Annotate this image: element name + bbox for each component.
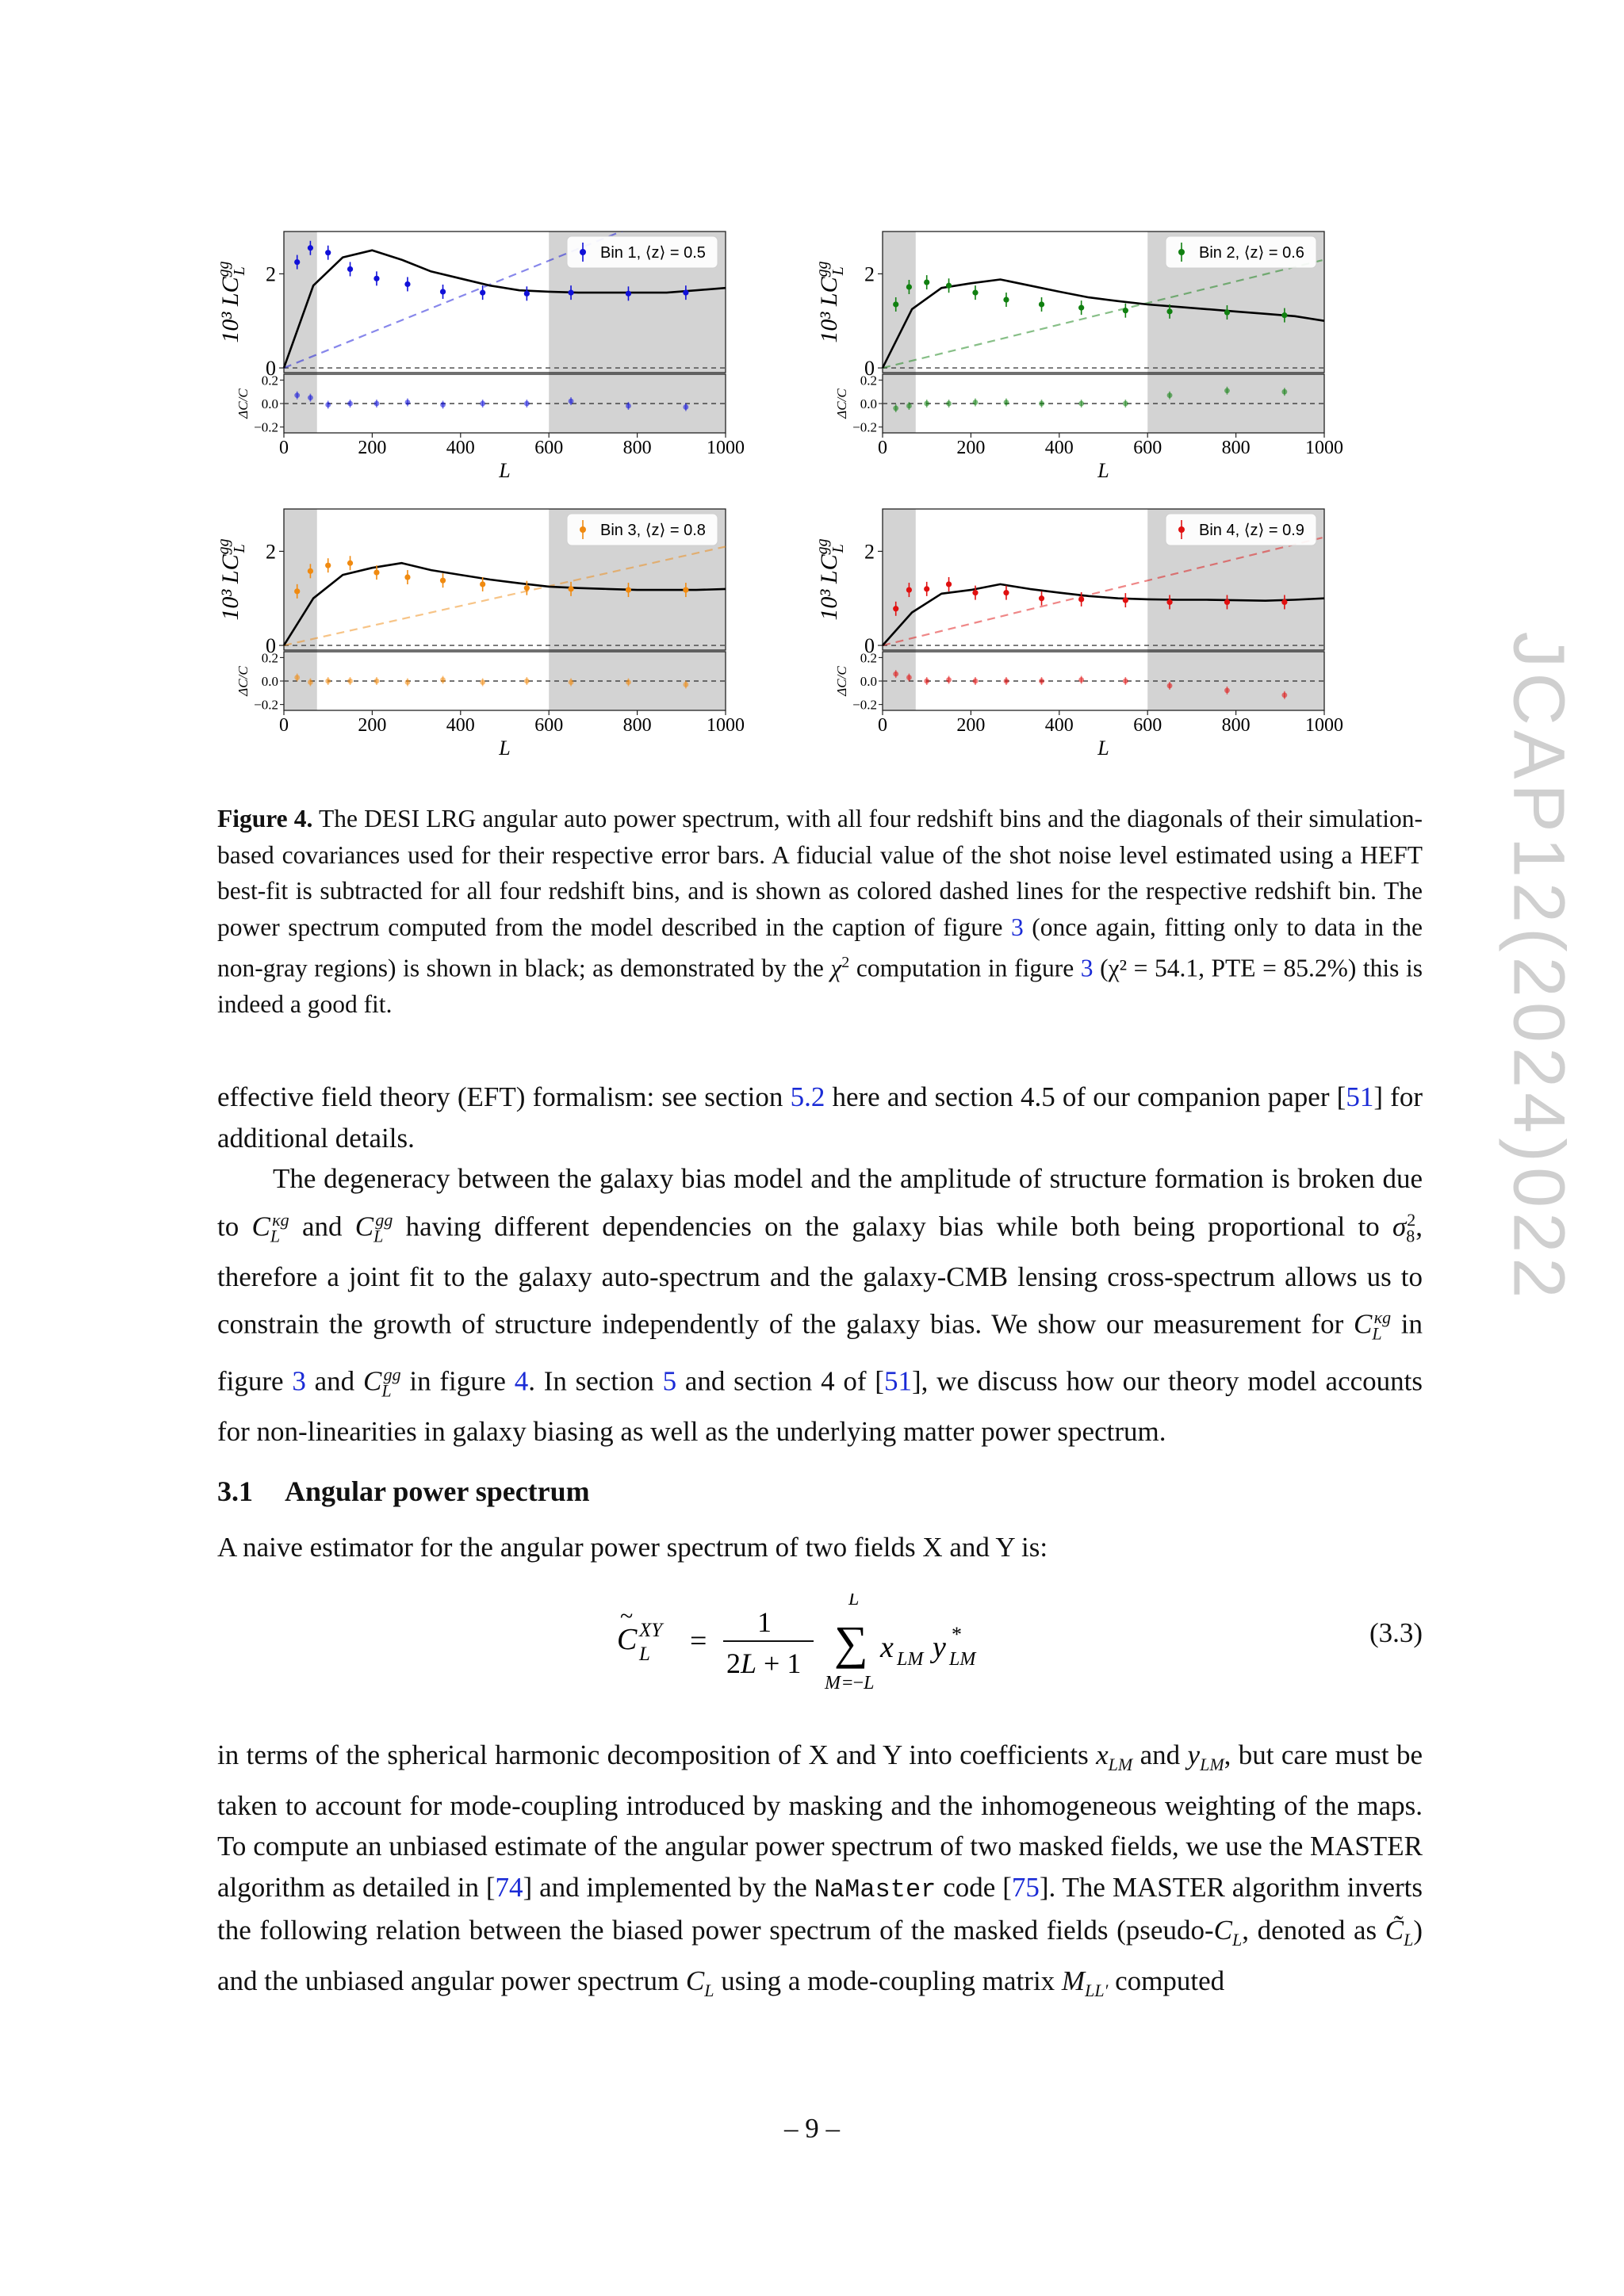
section-link-5-2[interactable]: 5.2	[790, 1081, 825, 1112]
residual-axis-label: ΔC/C	[834, 388, 849, 419]
svg-text:C: C	[617, 1623, 638, 1656]
data-point	[404, 281, 410, 287]
residual-point	[1004, 400, 1009, 405]
data-point	[1123, 598, 1128, 603]
residual-point	[524, 401, 530, 407]
gray-region-low	[883, 509, 916, 710]
data-point	[373, 570, 379, 576]
data-point	[325, 250, 331, 255]
x-tick-label: 200	[358, 715, 387, 736]
figure-4	[214, 222, 1404, 793]
data-point	[373, 276, 379, 281]
x-tick-label: 400	[446, 438, 475, 458]
x-tick-label: 0	[279, 438, 289, 458]
caption-text-2: (once again, fitting only to data in the non-gray regions) is shown in black; as demonstrated by the	[217, 913, 1423, 982]
para2-text-h: . In section	[528, 1365, 663, 1397]
residual-point	[405, 679, 411, 685]
svg-text:=−L: =−L	[842, 1673, 875, 1693]
x-tick-label: 600	[1133, 715, 1162, 736]
x-axis-label: L	[499, 737, 511, 760]
para4-text-g: , denoted as	[1242, 1915, 1385, 1946]
residual-point	[973, 679, 979, 684]
residual-y-tick-label: −0.2	[254, 697, 278, 713]
paragraph-3	[217, 1527, 1423, 1568]
data-point	[294, 259, 300, 265]
data-point	[893, 301, 898, 307]
residual-point	[308, 395, 313, 400]
residual-point	[1224, 388, 1230, 393]
panel-svg-0	[214, 222, 745, 484]
para2-text-d: , therefore a joint fit to the galaxy auto-spectrum and the galaxy-CMB lensing cross-spectrum allows us to constrain the growth of structure independently of the galaxy bias. We show our measurement for	[217, 1211, 1423, 1340]
caption-chi: χ	[830, 954, 842, 982]
data-point	[1166, 308, 1172, 314]
paragraph-4: in terms of the spherical harmonic decomposition of X and Y into coefficients $x_{LM}$ and $y_{LM}$, but care must be taken to account for mode-coupling introduced by masking and the inhomogeneous weighting of the maps. To compute an unbiased estimate of the angular power spectrum of two masked fields, we use the MASTER algorithm as detailed in [74] and implemented by the NaMaster code [75]. The MASTER algorithm inverts the following relation between the biased power spectrum of the masked fields ($pseudo-C_L$, denoted as $C̃_L$) and the unbiased angular power spectrum $C_L$ using a mode-coupling matrix $M_{LL'}$ computed	[217, 1739, 1423, 2000]
para4-text-h: ) and the unbiased angular power spectrum	[217, 1915, 1423, 1996]
residual-y-tick-label: 0.2	[860, 650, 877, 666]
section-heading	[217, 1475, 590, 1508]
caption-text-4: (χ² = 54.1, PTE = 85.2%) this is indeed a good fit.	[217, 954, 1423, 1018]
x-tick-label: 800	[622, 715, 652, 736]
data-point	[906, 284, 912, 289]
journal-stamp-text: JCAP12(2024)022	[1498, 631, 1580, 1303]
residual-point	[1004, 679, 1009, 684]
residual-y-tick-label: 0.0	[860, 674, 877, 689]
data-point	[893, 606, 898, 611]
para2-text-g: in figure	[400, 1365, 515, 1397]
data-point	[325, 563, 331, 568]
svg-text:XY: XY	[639, 1620, 663, 1641]
residual-axis-label: ΔC/C	[236, 666, 251, 696]
residual-point	[946, 401, 952, 407]
svg-text:1: 1	[757, 1606, 772, 1638]
y-axis-label-group	[814, 261, 847, 342]
svg-text:L: L	[639, 1644, 650, 1665]
y-tick-label: 2	[266, 262, 276, 286]
svg-text:=: =	[690, 1624, 707, 1658]
x-tick-label: 800	[1221, 438, 1251, 458]
data-point	[1078, 305, 1084, 311]
y-tick-label: 2	[864, 540, 875, 564]
figure-caption: Figure 4. The DESI LRG angular auto power spectrum, with all four redshift bins and the diagonals of their simulation-based covariances used for their respective error bars. A fiducial value of the shot noise level estimated using a HEFT best-fit is subtracted for all four redshift bins, and is shown as colored dashed lines for the respective redshift bin. The power spectrum computed from the model described in the caption of figure 3 (once again, fitting only to data in the non-gray regions) is shown in black; as demonstrated by the $\chi^2$ computation in figure 3 (χ² = 54.1, PTE = 85.2%) this is indeed a good fit.	[217, 805, 1423, 1018]
data-point	[308, 568, 313, 574]
residual-axis-label: ΔC/C	[834, 666, 849, 696]
para4-text-a: in terms of the spherical harmonic decomposition of X and Y into coefficients	[217, 1739, 1097, 1770]
data-point	[906, 587, 912, 592]
panel-svg-3	[813, 499, 1343, 761]
x-tick-label: 200	[358, 438, 387, 458]
residual-point	[524, 679, 530, 684]
legend-label: Bin 3, ⟨z⟩ = 0.8	[600, 522, 706, 539]
panel-bin-2	[813, 222, 1343, 484]
residual-point	[1123, 401, 1128, 407]
caption-figure-link-2[interactable]: 3	[1080, 954, 1094, 982]
x-tick-label: 0	[878, 438, 887, 458]
para2-text-j: ], we discuss how our theory model accounts for non-linearities in galaxy biasing as well as the underlying matter power spectrum.	[217, 1365, 1423, 1448]
para4-text-e: code [	[936, 1871, 1012, 1903]
data-point	[524, 585, 530, 591]
data-point	[347, 266, 353, 272]
data-point	[1003, 590, 1009, 595]
x-tick-label: 1000	[707, 438, 745, 458]
caption-text-3: computation in figure	[849, 954, 1081, 982]
para4-text-f: ]. The MASTER algorithm inverts the following relation between the biased power spectrum of the masked fields (pseudo-	[217, 1871, 1423, 1946]
svg-text:*: *	[952, 1623, 962, 1646]
y-tick-label: 0	[864, 634, 875, 658]
data-point	[972, 590, 978, 595]
data-point	[1281, 312, 1287, 318]
y-tick-label: 2	[266, 540, 276, 564]
x-tick-label: 1000	[707, 715, 745, 736]
svg-text:~: ~	[620, 1603, 634, 1629]
data-point	[404, 574, 410, 580]
x-tick-label: 0	[279, 715, 289, 736]
data-point	[1224, 309, 1230, 315]
code-namaster: NaMaster	[814, 1874, 936, 1904]
residual-point	[374, 401, 380, 407]
residual-point	[294, 675, 300, 680]
x-axis-label: L	[1097, 737, 1109, 760]
y-axis-label: 10³ $LC^{gg}L$	[215, 261, 248, 343]
residual-point	[1281, 389, 1287, 395]
residual-point	[405, 400, 411, 405]
residual-point	[440, 677, 446, 683]
data-point	[626, 587, 631, 592]
data-point	[683, 290, 688, 296]
figure-link-3[interactable]: 3	[292, 1365, 306, 1397]
residual-y-tick-label: 0.2	[261, 373, 278, 388]
residual-point	[893, 672, 898, 677]
residual-point	[626, 679, 631, 685]
data-point	[924, 586, 929, 591]
residual-axis-label: ΔC/C	[236, 388, 251, 419]
residual-point	[374, 679, 380, 684]
x-axis-label: L	[499, 459, 511, 482]
x-tick-label: 400	[1044, 715, 1074, 736]
para3-text: A naive estimator for the angular power spectrum of two fields X and Y is:	[217, 1532, 1048, 1563]
data-point	[1039, 595, 1044, 601]
x-tick-label: 200	[956, 715, 986, 736]
data-point	[1003, 297, 1009, 302]
data-point	[683, 587, 688, 592]
para2-text-a: The degeneracy between the galaxy bias model and the amplitude of structure formation is broken due to	[217, 1163, 1423, 1242]
residual-point	[1281, 692, 1287, 698]
x-tick-label: 1000	[1305, 438, 1343, 458]
journal-stamp	[1491, 618, 1586, 1316]
para1-text-b: here and section 4.5 of our companion paper [	[825, 1081, 1346, 1112]
data-point	[294, 588, 300, 594]
citation-link-51b[interactable]: 51	[883, 1365, 912, 1397]
data-point	[1166, 599, 1172, 605]
para2-text-i: and section 4 of [	[676, 1365, 884, 1397]
para4-text-c: , but care must be taken to account for mode-coupling introduced by masking and the inhomogeneous weighting of the maps. To compute an unbiased estimate of the angular power spectrum of two masked fields, we use the MASTER algorithm as detailed in [	[217, 1739, 1423, 1903]
y-axis-label: 10³ $LC^{gg}L$	[215, 538, 248, 621]
citation-link-74[interactable]: 74	[495, 1871, 523, 1903]
residual-point	[1039, 401, 1044, 407]
x-tick-label: 600	[1133, 438, 1162, 458]
y-axis-label: 10³ $LC^{gg}L$	[814, 261, 847, 343]
data-point	[946, 283, 952, 289]
svg-text:y: y	[933, 1631, 946, 1664]
residual-y-tick-label: −0.2	[254, 419, 278, 435]
svg-text:M: M	[825, 1673, 841, 1693]
section-title: Angular power spectrum	[285, 1475, 590, 1507]
residual-point	[347, 679, 353, 684]
x-tick-label: 400	[446, 715, 475, 736]
x-tick-label: 600	[534, 715, 564, 736]
para4-text-b: and	[1132, 1739, 1188, 1770]
x-tick-label: 800	[1221, 715, 1251, 736]
residual-point	[569, 399, 574, 404]
y-axis-label-group	[215, 261, 248, 342]
y-tick-label: 0	[864, 357, 875, 381]
residual-point	[308, 679, 313, 685]
x-tick-label: 200	[956, 438, 986, 458]
data-point	[1281, 599, 1287, 605]
residual-point	[1123, 679, 1128, 684]
residual-point	[1039, 679, 1044, 684]
residual-point	[924, 679, 929, 684]
data-point	[1224, 599, 1230, 605]
residual-y-tick-label: −0.2	[852, 697, 877, 713]
data-point	[308, 245, 313, 251]
section-number: 3.1	[217, 1475, 253, 1507]
caption-figure-link-1[interactable]: 3	[1011, 913, 1024, 941]
svg-text:LM: LM	[949, 1649, 976, 1670]
citation-link-75[interactable]: 75	[1011, 1871, 1040, 1903]
residual-y-tick-label: −0.2	[852, 419, 877, 435]
panel-bin-1	[214, 222, 745, 484]
data-point	[924, 279, 929, 285]
para4-text-j: computed	[1108, 1965, 1225, 1996]
paragraph-1	[217, 1077, 1423, 1158]
section-link-5[interactable]: 5	[662, 1365, 677, 1397]
data-point	[568, 586, 573, 591]
residual-point	[924, 401, 929, 407]
residual-point	[325, 402, 331, 408]
citation-link-51[interactable]: 51	[1346, 1081, 1374, 1112]
legend-marker	[1178, 249, 1185, 255]
legend-label: Bin 2, ⟨z⟩ = 0.6	[1199, 244, 1304, 262]
y-axis-label-group	[814, 538, 847, 620]
x-tick-label: 1000	[1305, 715, 1343, 736]
x-tick-label: 800	[622, 438, 652, 458]
svg-text:LM: LM	[897, 1649, 924, 1670]
para4-text-d: ] and implemented by the	[523, 1871, 814, 1903]
x-axis-label: L	[1097, 459, 1109, 482]
y-tick-label: 0	[266, 357, 276, 381]
residual-y-tick-label: 0.0	[261, 674, 278, 689]
residual-point	[294, 392, 300, 398]
residual-y-tick-label: 0.0	[860, 396, 877, 411]
residual-point	[1078, 401, 1084, 407]
para2-text-b: and	[289, 1211, 355, 1242]
legend-marker	[580, 249, 586, 255]
x-tick-label: 600	[534, 438, 564, 458]
residual-point	[973, 400, 979, 405]
residual-point	[906, 404, 912, 409]
x-tick-label: 400	[1044, 438, 1074, 458]
residual-point	[1078, 677, 1084, 683]
residual-point	[440, 402, 446, 408]
residual-point	[683, 404, 688, 410]
residual-y-tick-label: 0.0	[261, 396, 278, 411]
data-point	[568, 290, 573, 296]
equation-number: (3.3)	[1369, 1617, 1423, 1648]
caption-label: Figure 4.	[217, 805, 313, 832]
y-axis-label-group	[215, 538, 248, 620]
residual-point	[893, 406, 898, 411]
panel-bin-3	[214, 499, 745, 761]
residual-y-tick-label: 0.2	[261, 650, 278, 666]
residual-label-group	[834, 388, 849, 419]
data-point	[1039, 301, 1044, 307]
svg-text:x: x	[880, 1631, 894, 1664]
para2-text-c: having different dependencies on the galaxy bias while both being proportional to	[393, 1211, 1392, 1242]
page-number: – 9 –	[784, 2113, 840, 2144]
svg-text:2L + 1: 2L + 1	[726, 1647, 802, 1679]
residual-point	[569, 679, 574, 685]
data-point	[480, 581, 485, 587]
panel-bin-4	[813, 499, 1343, 761]
data-point	[440, 289, 446, 294]
residual-label-group	[236, 666, 251, 697]
legend-label: Bin 4, ⟨z⟩ = 0.9	[1199, 522, 1304, 539]
y-tick-label: 0	[266, 634, 276, 658]
data-point	[440, 578, 446, 584]
figure-link-4[interactable]: 4	[514, 1365, 529, 1397]
svg-text:∑: ∑	[834, 1617, 868, 1669]
para1-text-c: ] for additional details.	[217, 1081, 1423, 1154]
data-point	[524, 291, 530, 297]
para2-text-f: and	[305, 1365, 363, 1397]
data-point	[347, 561, 353, 566]
x-tick-label: 0	[878, 715, 887, 736]
residual-label-group	[236, 388, 251, 419]
y-tick-label: 2	[864, 262, 875, 286]
data-point	[1078, 596, 1084, 602]
data-point	[972, 290, 978, 296]
gray-region-low	[883, 232, 916, 433]
residual-point	[1224, 687, 1230, 693]
paragraph-2: The degeneracy between the galaxy bias model and the amplitude of structure formation is broken due to $C_L^{\kappa g}$ and $C_L^{gg}$ having different dependencies on the galaxy bias while both being proportional to $\sigma_8^2$, therefore a joint fit to the galaxy auto-spectrum and the galaxy-CMB lensing cross-spectrum allows us to constrain the growth of structure independently of the galaxy bias. We show our measurement for $C_L^{\kappa g}$ in figure 3 and $C_L^{gg}$ in figure 4. In section 5 and section 4 of [51], we discuss how our theory model accounts for non-linearities in galaxy biasing as well as the underlying matter power spectrum.	[217, 1163, 1423, 1448]
para1-text-a: effective field theory (EFT) formalism: see section	[217, 1081, 791, 1112]
residual-point	[480, 679, 485, 685]
residual-point	[347, 401, 353, 407]
y-axis-label: 10³ $LC^{gg}L$	[814, 538, 847, 621]
svg-text:L: L	[848, 1594, 860, 1609]
residual-point	[906, 675, 912, 680]
residual-point	[1167, 392, 1173, 398]
data-point	[626, 291, 631, 297]
residual-point	[626, 404, 631, 409]
legend-label: Bin 1, ⟨z⟩ = 0.5	[600, 244, 706, 262]
para4-text-i: using a mode-coupling matrix	[714, 1965, 1062, 1996]
gray-region-low	[284, 232, 317, 433]
legend-marker	[580, 526, 586, 533]
data-point	[1123, 308, 1128, 313]
panel-svg-1	[813, 222, 1343, 484]
residual-point	[683, 682, 688, 687]
legend-marker	[1178, 526, 1185, 533]
residual-point	[946, 677, 952, 683]
residual-y-tick-label: 0.2	[860, 373, 877, 388]
para2-text-e: in figure	[217, 1308, 1423, 1397]
residual-label-group	[834, 666, 849, 697]
residual-point	[1167, 683, 1173, 689]
data-point	[480, 290, 485, 296]
residual-point	[480, 401, 485, 407]
data-point	[946, 581, 952, 587]
caption-text-1: The DESI LRG angular auto power spectrum, with all four redshift bins and the diagonals of their simulation-based covariances used for their respective error bars. A fiducial value of the shot noise level estimated using a HEFT best-fit is subtracted for all four redshift bins, and is shown as colored dashed lines for the respective redshift bin. The power spectrum computed from the model described in the caption of figure	[217, 805, 1423, 941]
panel-svg-2	[214, 499, 745, 761]
residual-point	[325, 679, 331, 684]
